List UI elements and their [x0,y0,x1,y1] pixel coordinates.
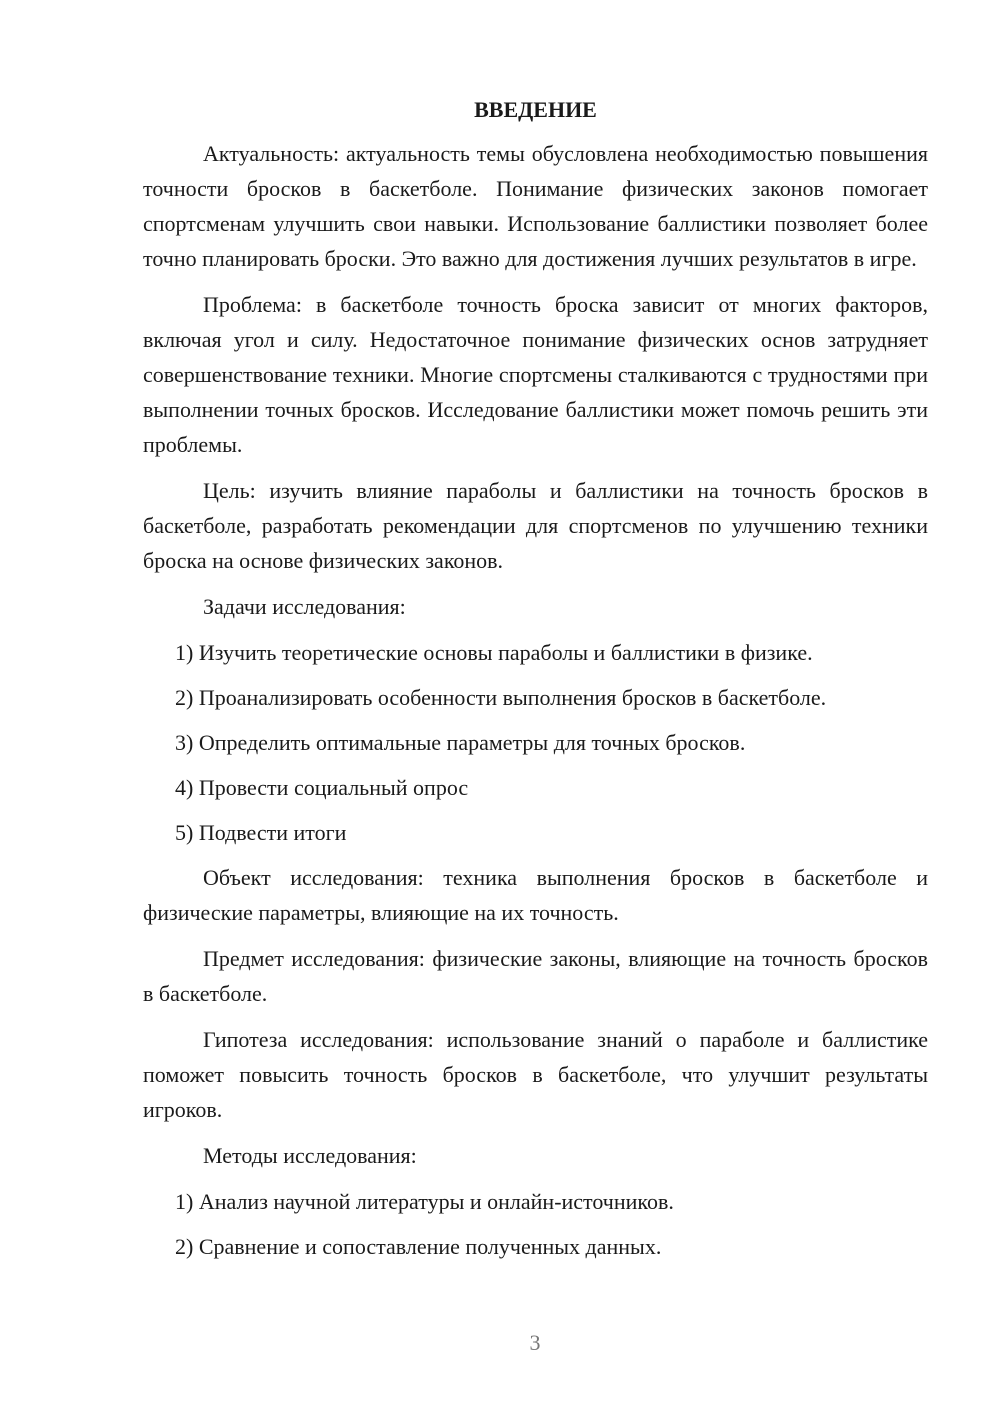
object-paragraph: Объект исследования: техника выполнения бросков в баскетболе и физические параметры, влияющие на их точность. [143,865,928,925]
subject-paragraph: Предмет исследования: физические законы, влияющие на точность бросков в баскетболе. [143,946,928,1006]
task-item: 1) Изучить теоретические основы параболы и баллистики в физике. [175,640,813,665]
method-item: 1) Анализ научной литературы и онлайн-источников. [175,1189,674,1214]
method-item: 2) Сравнение и сопоставление полученных данных. [175,1234,662,1259]
document-page [143,94,928,1274]
page-number: 3 [529,1330,541,1355]
task-item: 5) Подвести итоги [175,820,347,845]
task-item: 3) Определить оптимальные параметры для точных бросков. [175,730,746,755]
task-item: 2) Проанализировать особенности выполнения бросков в баскетболе. [175,685,827,710]
relevance-paragraph: Актуальность: актуальность темы обусловлена необходимостью повышения точности бросков в баскетболе. Понимание физических законов помогает спортсменам улучшить свои навыки. Использование баллистики позволяет более точно планировать броски. Это важно для достижения лучших результатов в игре. [143,141,928,271]
task-item: 4) Провести социальный опрос [175,775,469,800]
hypothesis-paragraph: Гипотеза исследования: использование знаний о параболе и баллистике поможет повысить точность бросков в баскетболе, что улучшит результаты игроков. [143,1027,928,1122]
tasks-heading: Задачи исследования: [203,594,406,619]
methods-heading: Методы исследования: [203,1143,417,1168]
problem-paragraph: Проблема: в баскетболе точность броска зависит от многих факторов, включая угол и силу. Недостаточное понимание физических основ затрудняет совершенствование техники. Многие спортсмены сталкиваются с трудностями при выполнении точных бросков. Исследование баллистики может помочь решить эти проблемы. [143,292,928,457]
section-heading: ВВЕДЕНИЕ [474,97,597,122]
goal-paragraph: Цель: изучить влияние параболы и баллистики на точность бросков в баскетболе, разработать рекомендации для спортсменов по улучшению техники броска на основе физических законов. [143,478,928,573]
